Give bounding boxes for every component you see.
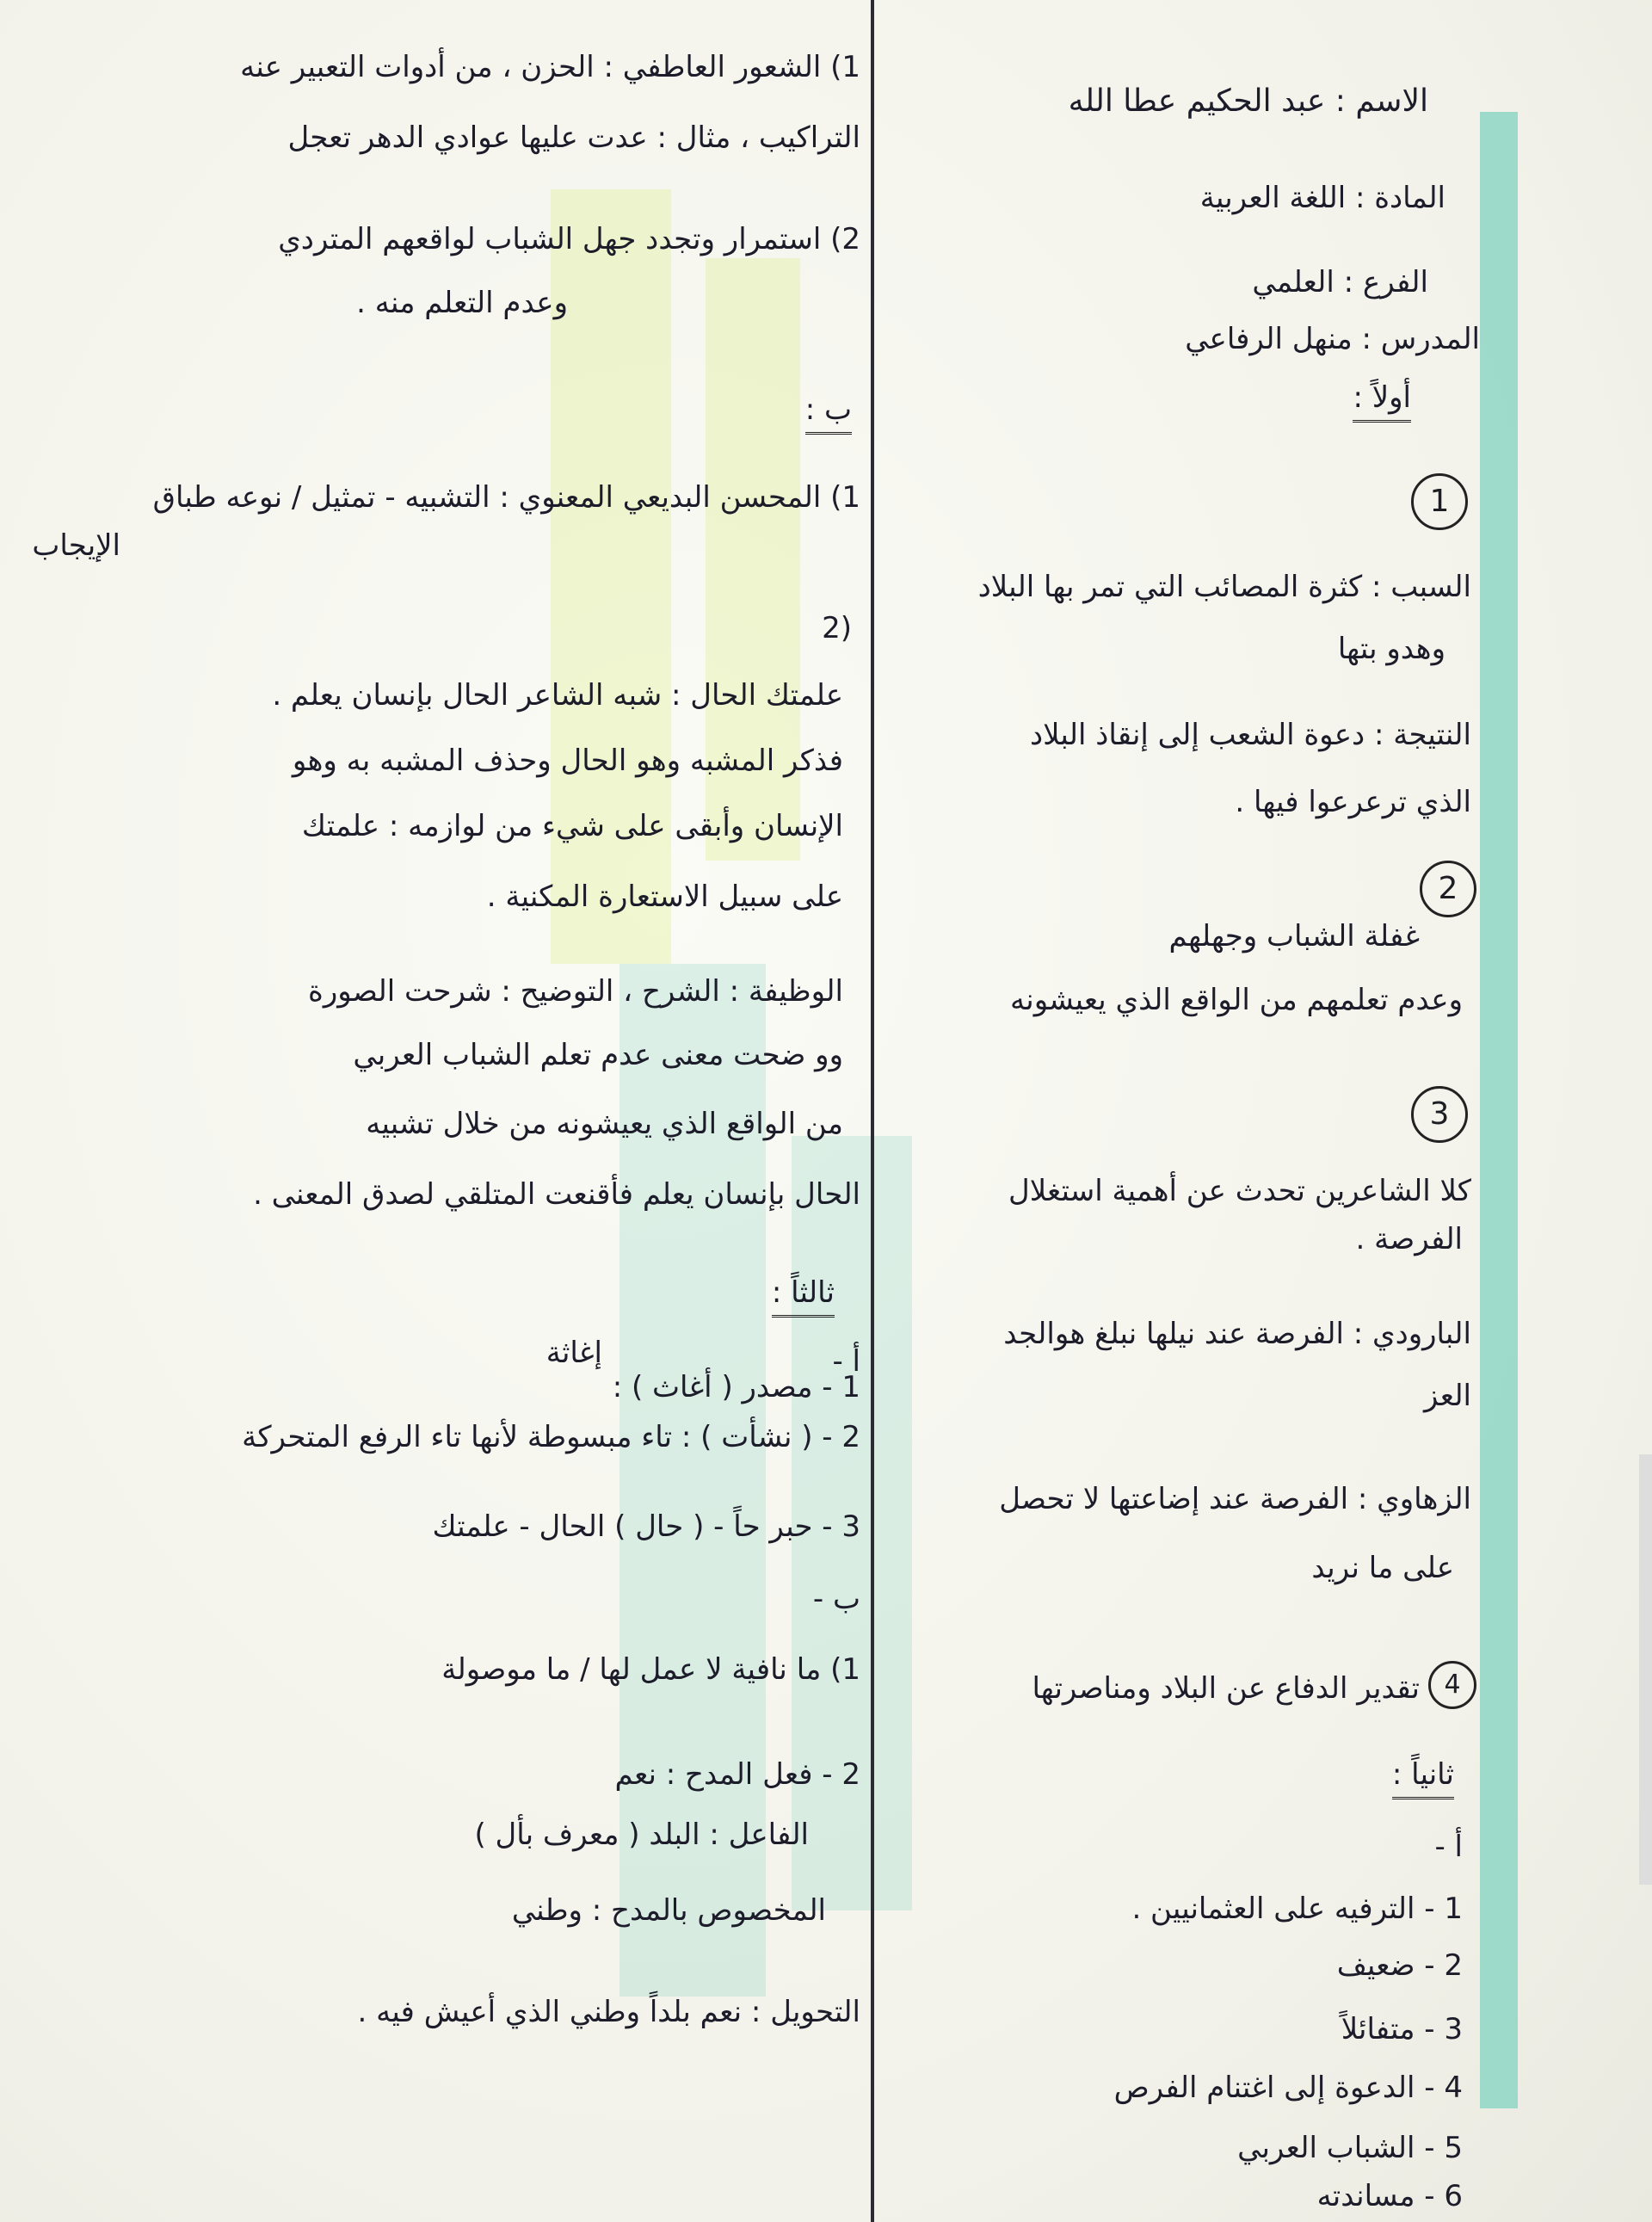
- part2-item-6: 6 - مساندته: [1316, 2179, 1463, 2213]
- right-column: [886, 0, 1480, 2222]
- q1-number: 1: [1411, 473, 1468, 530]
- left-line-13: وو ضحت معنى عدم تعلم الشباب العربي: [353, 1038, 843, 1072]
- part3-a-2: 2 - ( نشأت ) : تاء مبسوطة لأنها تاء الرفع المتحركة: [242, 1420, 860, 1454]
- q3-line-e: الزهاوي : الفرصة عند إضاعتها لا تحصل: [999, 1482, 1471, 1516]
- q2-number: 2: [1420, 861, 1476, 917]
- column-divider: [871, 0, 874, 2222]
- left-line-6: الإيجاب: [32, 528, 120, 563]
- part2-sub: أ -: [1434, 1830, 1463, 1864]
- part3-heading: ثالثاً :: [772, 1274, 835, 1318]
- section-a-heading: أ -: [832, 1344, 860, 1379]
- subject-line: المادة : اللغة العربية: [1199, 181, 1446, 215]
- q4-number: 4: [1428, 1661, 1476, 1709]
- left-line-5: 1) المحسن البديعي المعنوي : التشبيه - تمثيل / نوعه طباق: [152, 480, 860, 515]
- left-line-9: فذكر المشبه وهو الحال وحذف المشبه به وهو: [292, 744, 843, 778]
- q3-line-a: كلا الشاعرين تحدث عن أهمية استغلال: [1008, 1174, 1471, 1208]
- left-line-7: 2): [822, 611, 852, 645]
- page-edge: [1639, 1454, 1652, 1885]
- teacher-line: المدرس : منهل الرفاعي: [1185, 322, 1480, 356]
- q3-line-c: البارودي : الفرصة عند نيلها نبلغ هوالجد: [1003, 1317, 1471, 1351]
- left-line-4: وعدم التعلم منه .: [356, 286, 568, 320]
- left-line-10: الإنسان وأبقى على شيء من لوازمه : علمتك: [301, 809, 843, 843]
- left-line-2: التراكيب ، مثال : عدت عليها عوادي الدهر تعجل: [287, 120, 860, 155]
- watermark-stripe: [1480, 112, 1518, 2108]
- student-name: الاسم : عبد الحكيم عطا الله: [1068, 83, 1428, 119]
- left-line-11: على سبيل الاستعارة المكنية .: [486, 880, 843, 914]
- left-line-8: علمتك الحال : شبه الشاعر الحال بإنسان يعلم .: [272, 678, 843, 713]
- q1-line-c: النتيجة : دعوة الشعب إلى إنقاذ البلاد: [1029, 718, 1471, 752]
- part3-b-5: التحويل : نعم بلداً وطني الذي أعيش فيه .: [357, 1995, 860, 2029]
- left-line-12: الوظيفة : الشرح ، التوضيح : شرحت الصورة: [308, 974, 843, 1009]
- q2-line-a: غفلة الشباب وجهلهم: [1168, 919, 1420, 954]
- part2-item-4: 4 - الدعوة إلى اغتنام الفرص: [1113, 2071, 1463, 2105]
- q1-line-a: السبب : كثرة المصائب التي تمر بها البلاد: [977, 570, 1471, 604]
- left-column: [26, 0, 860, 2222]
- q1-line-b: وهدو بتها: [1337, 632, 1446, 666]
- part3-a-1: 1 - مصدر ( أغاث ) :: [612, 1370, 860, 1404]
- branch-line: الفرع : العلمي: [1252, 265, 1428, 299]
- part3-b-2: 2 - فعل المدح : نعم: [614, 1757, 860, 1792]
- part2-item-1: 1 - الترفيه على العثمانيين .: [1131, 1892, 1463, 1926]
- part2-heading: ثانياً :: [1392, 1756, 1454, 1799]
- part1-heading: أولاً :: [1353, 379, 1411, 423]
- part2-item-2: 2 - ضعيف: [1336, 1948, 1463, 1983]
- section-a-label: إغاثة: [546, 1336, 602, 1370]
- part2-item-5: 5 - الشباب العربي: [1237, 2131, 1463, 2165]
- section-b2-heading: ب -: [812, 1582, 860, 1616]
- q4-line-a: تقدير الدفاع عن البلاد ومناصرتها: [1032, 1671, 1420, 1706]
- left-line-1: 1) الشعور العاطفي : الحزن ، من أدوات التعبير عنه: [240, 50, 860, 84]
- left-line-3: 2) استمرار وتجدد جهل الشباب لواقعهم المتردي: [278, 222, 860, 256]
- q1-line-d: الذي ترعرعوا فيها .: [1235, 785, 1471, 819]
- q2-line-b: وعدم تعلمهم من الواقع الذي يعيشونه: [1010, 983, 1463, 1017]
- q3-number: 3: [1411, 1086, 1468, 1143]
- part3-a-3: 3 - حبر حاً - ( حال ) الحال - علمتك: [432, 1509, 860, 1544]
- section-b-heading: ب :: [805, 391, 852, 435]
- q3-line-f: على ما نريد: [1311, 1551, 1454, 1585]
- q3-line-b: الفرصة .: [1355, 1222, 1463, 1256]
- part3-b-1: 1) ما نافية لا عمل لها / ما موصولة: [441, 1652, 860, 1687]
- q3-line-d: العز: [1424, 1379, 1471, 1413]
- left-line-15: الحال بإنسان يعلم فأقنعت المتلقي لصدق المعنى .: [253, 1177, 860, 1212]
- part3-b-4: المخصوص بالمدح : وطني: [511, 1893, 826, 1928]
- part3-b-3: الفاعل : البلد ( معرف بأل ): [474, 1818, 809, 1852]
- left-line-14: من الواقع الذي يعيشونه من خلال تشبيه: [366, 1107, 843, 1141]
- part2-item-3: 3 - متفائلاً: [1341, 2012, 1463, 2046]
